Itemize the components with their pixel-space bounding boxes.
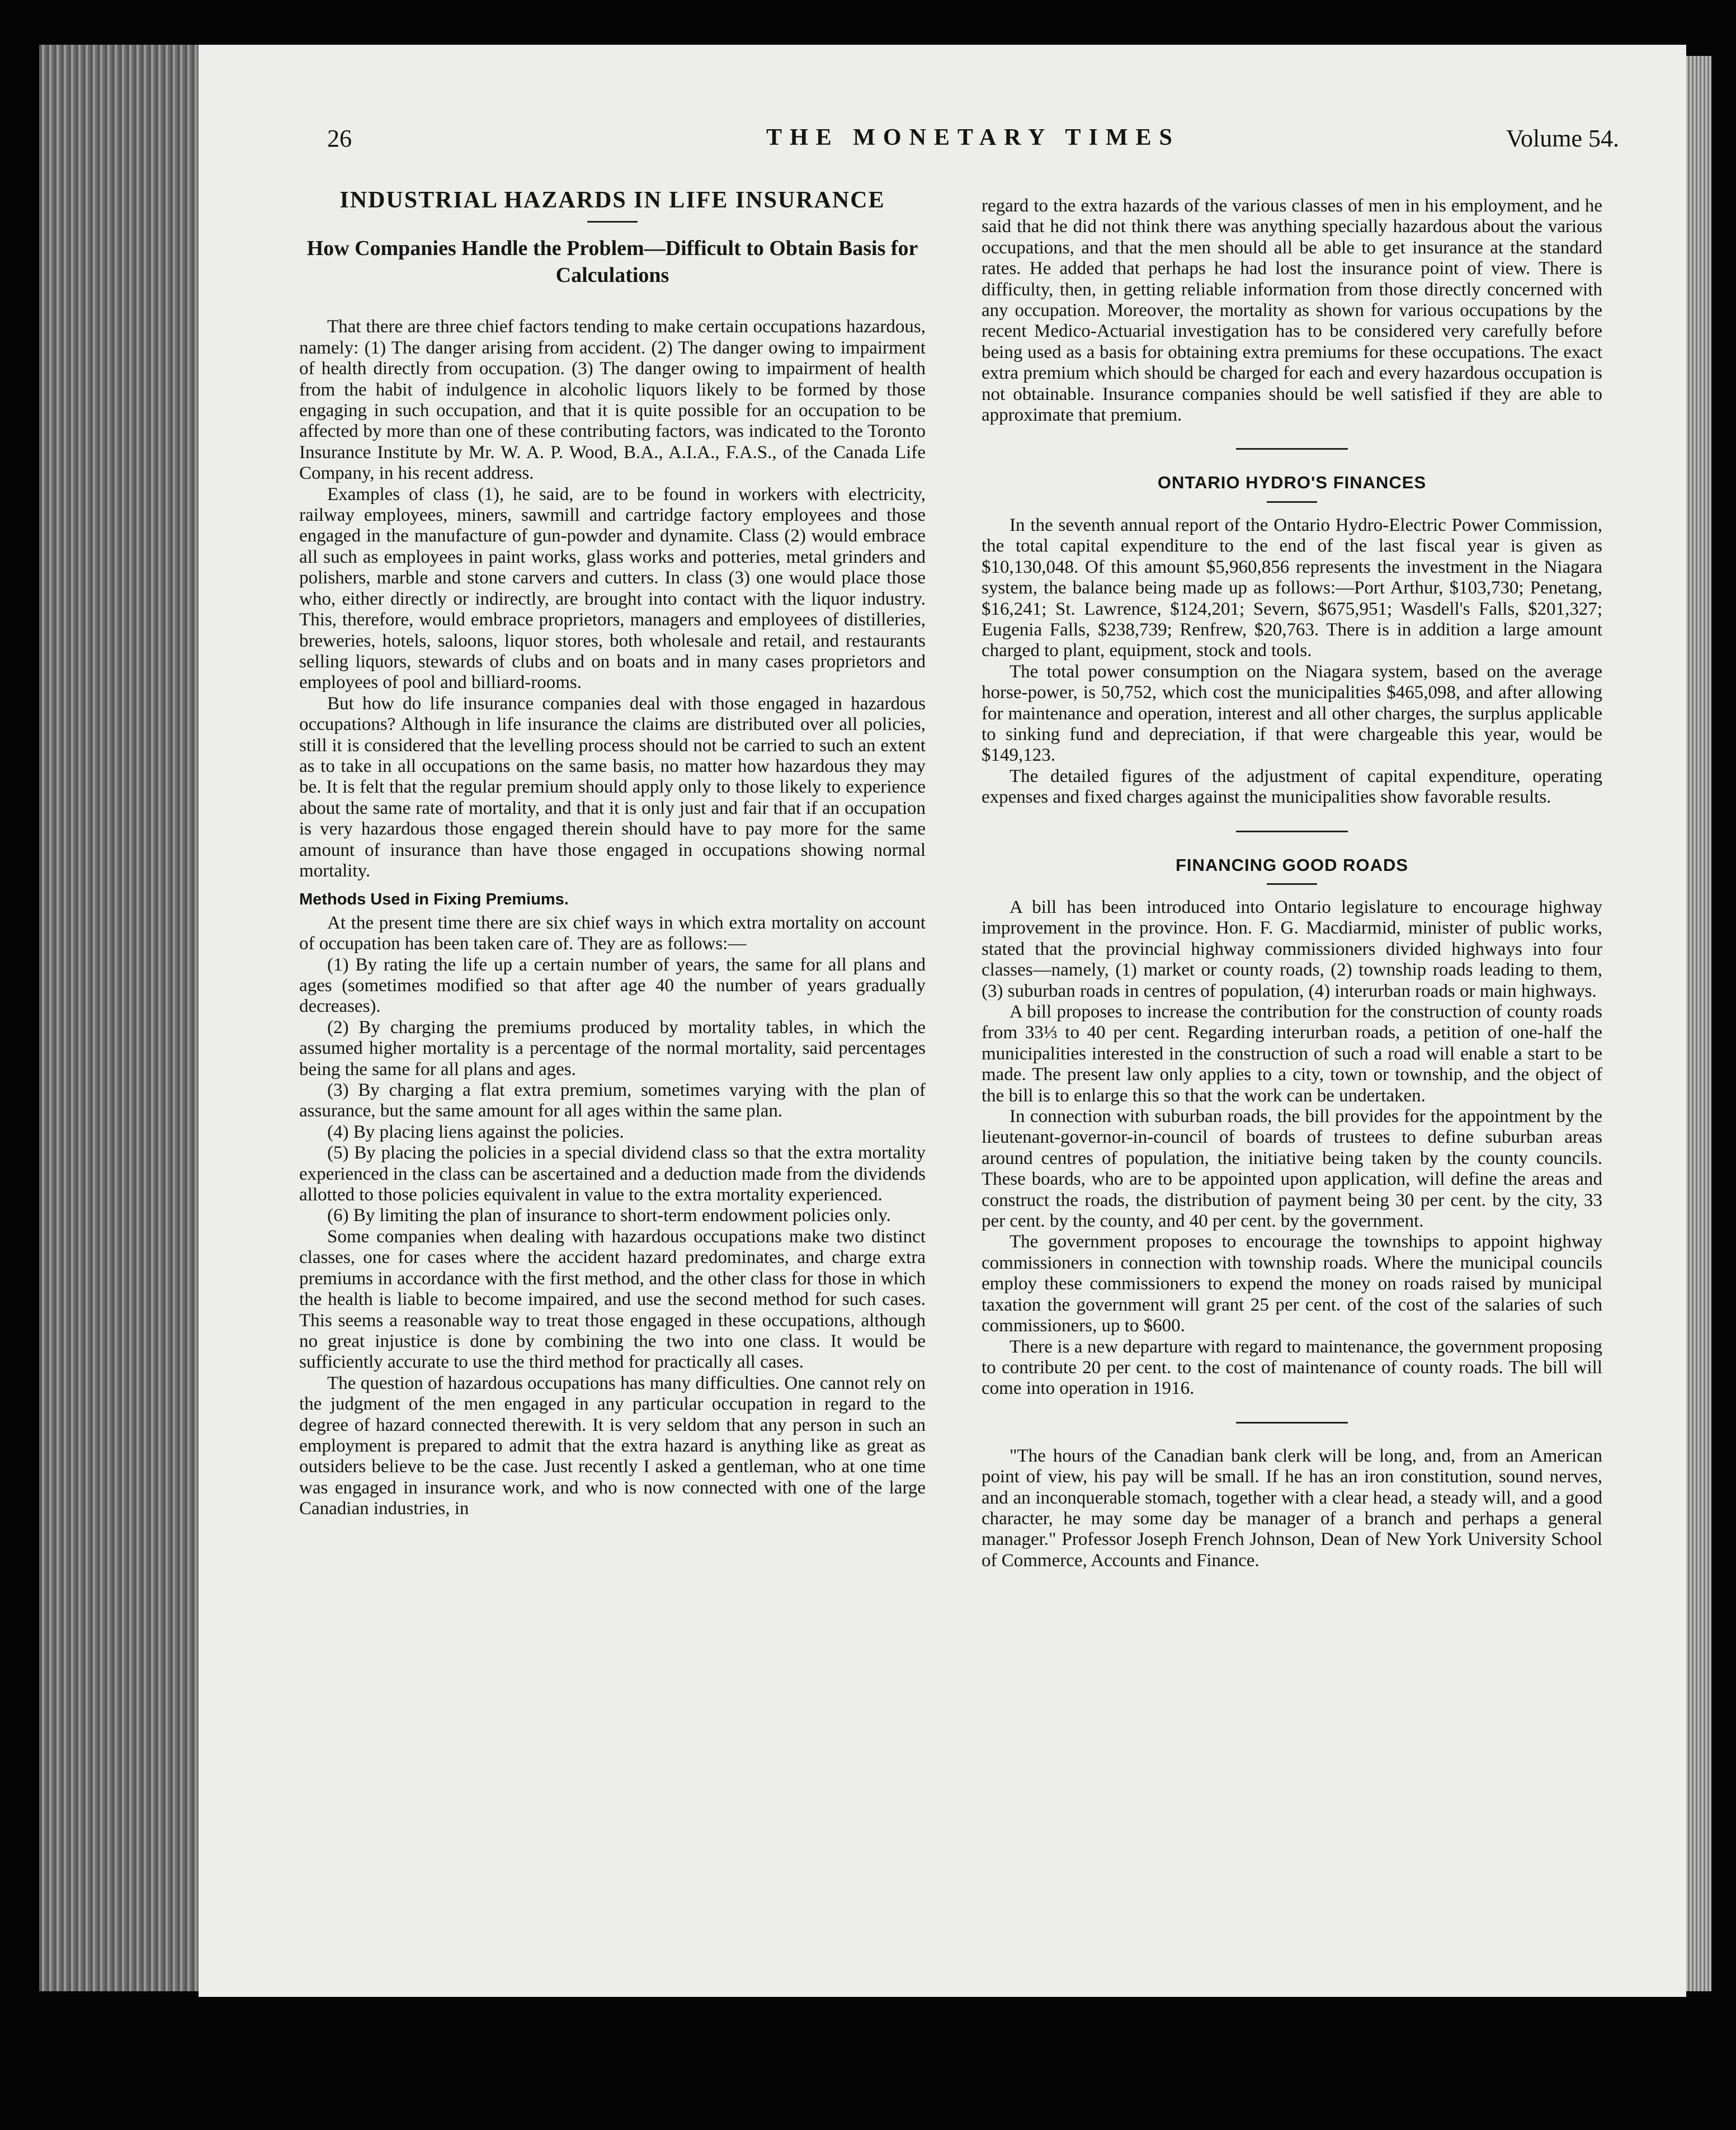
list-item: (5) By placing the policies in a special dividend class so that the extra mortality experienced in the class can be ascertained and a deduction made from the dividends allotted to those policies equivalent in value to the extra mortality experienced. xyxy=(299,1143,926,1205)
magazine-page xyxy=(199,45,1686,1997)
paragraph: Some companies when dealing with hazardous occupations make two distinct classes, one for cases where the accident hazard predominates, and charge extra premiums in accordance with the first method, and the other class for those in which the health is liable to become impaired, and use the second method for such cases. This seems a reasonable way to treat those engaged in these occupations, although no great injustice is done by combining the two into one class. It would be sufficiently accurate to use the third method for practically all cases. xyxy=(299,1226,926,1373)
article-title: INDUSTRIAL HAZARDS IN LIFE INSURANCE xyxy=(339,187,885,213)
title-rule xyxy=(1267,501,1317,503)
paragraph: A bill proposes to increase the contribution for the construction of county roads from 33⅓ to 40 per cent. Regarding interurban roads, a petition of one-half the municipalities interested in the construction of such a road will enable a start to be made. The present law only applies to a city, town or township, and the object of the bill is to enlarge this so that the work can be undertaken. xyxy=(982,1002,1602,1106)
left-column xyxy=(299,187,926,1520)
section-rule xyxy=(1236,1422,1348,1424)
section-heading: Methods Used in Fixing Premiums. xyxy=(299,890,569,909)
list-item: (1) By rating the life up a certain number of years, the same for all plans and ages (sometimes modified so that after age 40 the number of years gradually decreases). xyxy=(299,954,926,1017)
paragraph: At the present time there are six chief ways in which extra mortality on account of occupation has been taken care of. They are as follows:— xyxy=(299,912,926,954)
continued-paragraph: regard to the extra hazards of the various classes of men in his employment, and he said that he did not think there was anything specially hazardous about the various occupations, and that the men should all be able to get insurance at the standard rates. He added that perhaps he had lost the insurance point of view. There is difficulty, then, in getting reliable information from those directly concerned with any occupation. Moreover, the mortality as shown for various occupations by the recent Medico-Actuarial investigation has to be considered very carefully before being used as a basis for obtaining extra premiums for these occupations. The exact extra premium which should be charged for each and every hazardous occupation is not obtainable. Insurance companies should be well satisfied if they are able to approximate that premium. xyxy=(982,196,1602,426)
article-subtitle: How Companies Handle the Problem—Difficult to Obtain Basis for Calculations xyxy=(306,237,918,288)
page-number: 26 xyxy=(327,125,352,152)
paragraph: The question of hazardous occupations has many difficulties. One cannot rely on the judgment of the men engaged in any particular occupation in regard to the degree of hazard connected therewith. It is very seldom that any person in such an employment is prepared to admit that the extra hazard is anything like as great as outsiders believe to be the case. Just recently I asked a gentleman, who at one time was engaged in insurance work, and who is now connected with one of the large Canadian industries, in xyxy=(299,1373,926,1519)
title-rule xyxy=(1267,883,1317,885)
section-rule xyxy=(1236,831,1348,832)
paragraph: There is a new departure with regard to maintenance, the government proposing to contribute 20 per cent. to the cost of maintenance of county roads. The bill will come into operation in 1916. xyxy=(982,1336,1602,1399)
title-rule xyxy=(587,221,638,223)
list-item: (3) By charging a flat extra premium, sometimes varying with the plan of assurance, but the same amount for all ages within the same plan. xyxy=(299,1080,926,1121)
paragraph: In connection with suburban roads, the bill provides for the appointment by the lieutenant-governor-in-council of boards of trustees to define suburban areas around centres of population, the initiative being taken by the county councils. These boards, who are to be appointed upon application, will define the areas and construct the roads, the distribution of payment being 30 per cent. by the city, 33 per cent. by the county, and 40 per cent. by the government. xyxy=(982,1106,1602,1232)
list-item: (6) By limiting the plan of insurance to short-term endowment policies only. xyxy=(327,1205,891,1226)
page-edges-left xyxy=(39,45,201,1991)
quote-text: "The hours of the Canadian bank clerk will be long, and, from an American point of view, his pay will be small. If he has an iron constitution, sound nerves, and an inconquerable stomach, together with a clear head, a steady will, and a good character, he may some day be manager of a branch and perhaps a general manager." Professor Joseph French Johnson, Dean of New York University School of Commerce, Accounts and Finance. xyxy=(982,1445,1602,1571)
paragraph: But how do life insurance companies deal with those engaged in hazardous occupations? Although in life insurance the claims are distributed over all policies, still it is considered that the levelling process should not be carried to such an extent as to take in all occupations on the same basis, no matter how hazardous they may be. It is felt that the regular premium should apply only to those likely to experience about the same rate of mortality, and that it is only just and fair that if an occupation is very hazardous those engaged therein should have to pay more for the same amount of insurance than have those engaged in occupations showing normal mortality. xyxy=(299,693,926,881)
article-title: FINANCING GOOD ROADS xyxy=(1175,855,1409,875)
list-item: (2) By charging the premiums produced by mortality tables, in which the assumed higher mortality is a percentage of the normal mortality, said percentages being the same for all plans and ages. xyxy=(299,1017,926,1080)
paragraph: In the seventh annual report of the Ontario Hydro-Electric Power Commission, the total capital expenditure to the end of the last fiscal year is given as $10,130,048. Of this amount $5,960,856 represents the investment in the Niagara system, the balance being made up as follows:—Port Arthur, $103,730; Penetang, $16,241; St. Lawrence, $124,201; Severn, $675,951; Wasdell's Falls, $201,327; Eugenia Falls, $238,739; Renfrew, $20,763. There is in addition a large amount charged to plant, equipment, stock and tools. xyxy=(982,515,1602,661)
paragraph: That there are three chief factors tending to make certain occupations hazardous, namely: (1) The danger arising from accident. (2) The danger owing to impairment of health directly from occupation. (3) The danger owing to impairment of health from the habit of indulgence in alcoholic liquors likely to be formed by those engaging in such occupation, and that it is quite possible for an occupation to be affected by more than one of these contributing factors, was indicated to the Toronto Insurance Institute by Mr. W. A. P. Wood, B.A., A.I.A., F.A.S., of the Canada Life Company, in his recent address. xyxy=(299,317,926,484)
paragraph: A bill has been introduced into Ontario legislature to encourage highway improvement in the province. Hon. F. G. Macdiarmid, minister of public works, stated that the provincial highway commissioners divided highways into four classes—namely, (1) market or county roads, (2) township roads leading to them, (3) suburban roads in centres of population, (4) interurban roads or main highways. xyxy=(982,897,1602,1001)
quotation xyxy=(982,1446,1602,1571)
list-item: (4) By placing liens against the policies. xyxy=(327,1121,624,1142)
paragraph: The government proposes to encourage the townships to appoint highway commissioners in connection with township roads. Where the municipal councils employ these commissioners to expend the money on roads raised by municipal taxation the government will grant 25 per cent. of the cost of the salaries of such commissioners, up to $600. xyxy=(982,1232,1602,1336)
paragraph: The total power consumption on the Niagara system, based on the average horse-power, is 50,752, which cost the municipalities $465,098, and after allowing for maintenance and operation, interest and all other charges, the surplus applicable to sinking fund and depreciation, if that were chargeable this year, would be $149,123. xyxy=(982,661,1602,766)
publication-title: THE MONETARY TIMES xyxy=(766,125,1180,150)
volume-label: Volume 54. xyxy=(1506,125,1619,152)
paragraph: The detailed figures of the adjustment of capital expenditure, operating expenses and fixed charges against the municipalities show favorable results. xyxy=(982,766,1602,808)
section-rule xyxy=(1236,448,1348,450)
paragraph: Examples of class (1), he said, are to be found in workers with electricity, railway employees, miners, sawmill and cartridge factory employees and those engaged in the manufacture of gun-powder and dynamite. Class (2) would embrace all such as employees in paint works, glass works and potteries, metal grinders and polishers, marble and stone carvers and cutters. In class (3) one would place those who, either directly or indirectly, are brought into contact with the liquor industry. This, therefore, would embrace proprietors, managers and employees of distilleries, breweries, hotels, saloons, liquor stores, both wholesale and retail, and restaurants selling liquors, stewards of clubs and on boats and in many cases proprietors and employees of pool and billiard-rooms. xyxy=(299,484,926,693)
running-header xyxy=(327,124,1619,169)
article-title: ONTARIO HYDRO'S FINANCES xyxy=(1157,473,1427,493)
right-column xyxy=(982,196,1602,1571)
